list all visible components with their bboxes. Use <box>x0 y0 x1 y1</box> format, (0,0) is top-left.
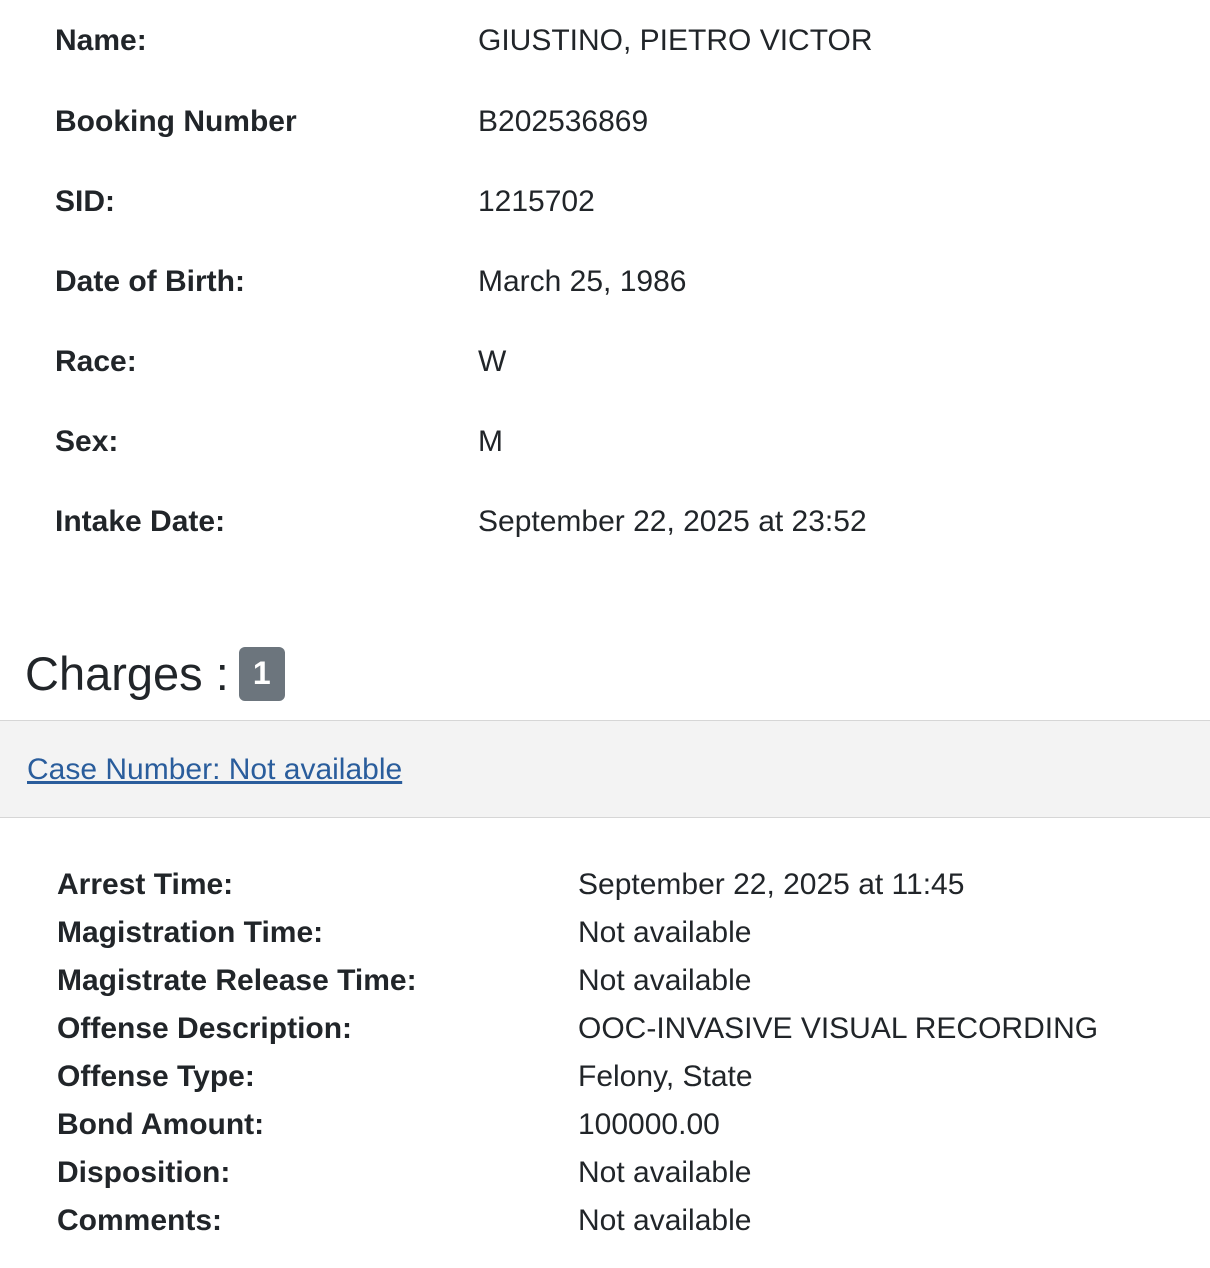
name-label: Name: <box>55 24 147 57</box>
comments-label: Comments: <box>57 1204 223 1237</box>
sex-value: M <box>478 425 503 458</box>
charge-row-magistration-time <box>57 909 1157 957</box>
booking-number-value: B202536869 <box>478 105 649 138</box>
sid-value: 1215702 <box>478 185 595 218</box>
info-row-name <box>55 0 1155 82</box>
case-header <box>0 720 1210 818</box>
arrest-time-label: Arrest Time: <box>57 868 234 901</box>
intake-date-label: Intake Date: <box>55 505 226 538</box>
magistration-time-label: Magistration Time: <box>57 916 324 949</box>
charge-row-magistrate-release-time <box>57 957 1157 1005</box>
charges-heading-text: Charges : <box>25 647 229 700</box>
case-number-link[interactable]: Case Number: Not available <box>27 753 403 786</box>
disposition-value: Not available <box>578 1156 752 1189</box>
charge-row-offense-description <box>57 1005 1157 1053</box>
booking-number-label: Booking Number <box>55 105 297 138</box>
race-label: Race: <box>55 345 137 378</box>
sex-label: Sex: <box>55 425 119 458</box>
arrest-time-value: September 22, 2025 at 11:45 <box>578 868 965 901</box>
offense-description-label: Offense Description: <box>57 1012 353 1045</box>
info-row-booking-number <box>55 82 1155 162</box>
charges-count-badge: 1 <box>239 647 285 701</box>
magistrate-release-time-value: Not available <box>578 964 752 997</box>
charge-row-arrest-time <box>57 861 1157 909</box>
name-value: GIUSTINO, PIETRO VICTOR <box>478 24 873 57</box>
charge-details-table <box>57 861 1157 1245</box>
date-of-birth-value: March 25, 1986 <box>478 265 687 298</box>
charge-row-bond-amount <box>57 1101 1157 1149</box>
inmate-info-table <box>55 0 1155 562</box>
info-row-race <box>55 322 1155 402</box>
charge-row-comments <box>57 1197 1157 1245</box>
magistrate-release-time-label: Magistrate Release Time: <box>57 964 417 997</box>
date-of-birth-label: Date of Birth: <box>55 265 245 298</box>
offense-type-value: Felony, State <box>578 1060 753 1093</box>
offense-description-value: OOC-INVASIVE VISUAL RECORDING <box>578 1012 1099 1045</box>
race-value: W <box>478 345 507 378</box>
charge-row-offense-type <box>57 1053 1157 1101</box>
offense-type-label: Offense Type: <box>57 1060 255 1093</box>
charge-row-disposition <box>57 1149 1157 1197</box>
info-row-sex <box>55 402 1155 482</box>
sid-label: SID: <box>55 185 115 218</box>
info-row-intake-date <box>55 482 1155 562</box>
bond-amount-label: Bond Amount: <box>57 1108 265 1141</box>
info-row-sid <box>55 162 1155 242</box>
charges-heading <box>25 646 285 701</box>
comments-value: Not available <box>578 1204 752 1237</box>
bond-amount-value: 100000.00 <box>578 1108 720 1141</box>
disposition-label: Disposition: <box>57 1156 231 1189</box>
info-row-date-of-birth <box>55 242 1155 322</box>
intake-date-value: September 22, 2025 at 23:52 <box>478 505 867 538</box>
magistration-time-value: Not available <box>578 916 752 949</box>
